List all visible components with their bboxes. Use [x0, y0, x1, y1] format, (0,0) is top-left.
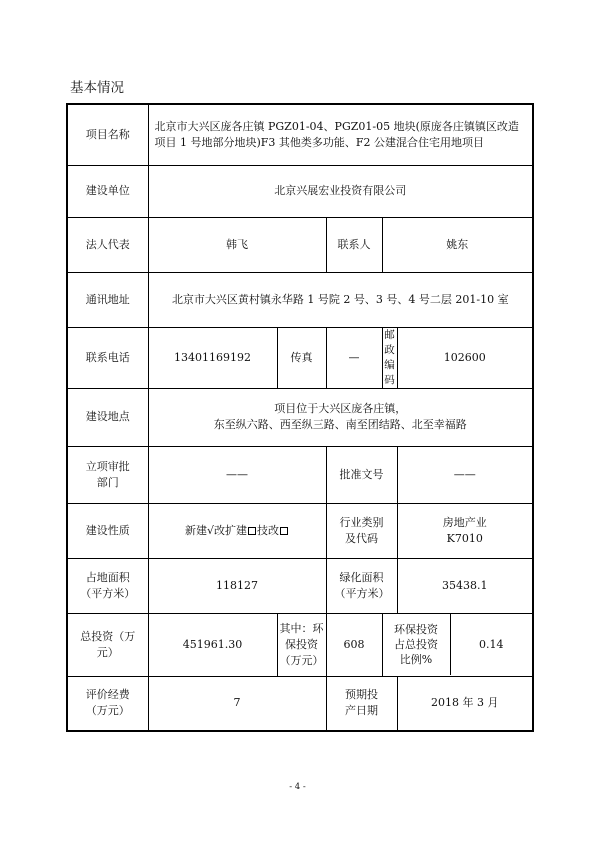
- nature-tech: 技改: [257, 523, 279, 537]
- production-date-value: 2018 年 3 月: [397, 676, 533, 731]
- site-label: 建设地点: [67, 388, 148, 446]
- approval-dept-label: 立项审批部门: [67, 446, 148, 503]
- postcode-value: 102600: [397, 327, 533, 388]
- fee-label: 评价经费（万元）: [67, 676, 148, 731]
- approval-doc-label: 批准文号: [326, 446, 397, 503]
- section-title: 基本情况: [70, 80, 124, 96]
- construction-unit-value: 北京兴展宏业投资有限公司: [148, 165, 533, 217]
- row-address: [67, 272, 533, 327]
- project-name-value: 北京市大兴区庞各庄镇 PGZ01-04、PGZ01-05 地块(原庞各庄镇镇区改造项目 1 号地部分地块)F3 其他类多功能、F2 公建混合住宅用地项目: [148, 104, 533, 165]
- expand-checkbox-icon: [248, 527, 256, 535]
- nature-options: [148, 503, 326, 558]
- postcode-label: 邮政编码: [382, 327, 397, 388]
- row-area: [67, 558, 533, 613]
- address-value: 北京市大兴区黄村镇永华路 1 号院 2 号、3 号、4 号二层 201-10 室: [148, 272, 533, 327]
- tech-checkbox-icon: [280, 527, 288, 535]
- env-ratio-value: 0.14: [479, 637, 504, 651]
- project-name-label: 项目名称: [67, 104, 148, 165]
- site-value: [148, 388, 533, 446]
- contact-value: 姚东: [382, 217, 533, 272]
- industry-name: 房地产业: [442, 515, 487, 529]
- nature-new: 新建: [184, 523, 207, 537]
- nature-new-check: √: [206, 523, 214, 537]
- row-approval: [67, 446, 533, 503]
- area-value: 118127: [148, 558, 326, 613]
- nature-label: 建设性质: [67, 503, 148, 558]
- row-investment: [67, 613, 533, 676]
- industry-label: 行业类别及代码: [326, 503, 397, 558]
- row-construction-unit: [67, 165, 533, 217]
- legal-rep-value: 韩飞: [148, 217, 326, 272]
- legal-rep-label: 法人代表: [67, 217, 148, 272]
- page-number: - 4 -: [289, 782, 306, 792]
- fax-value: —: [326, 327, 382, 388]
- env-investment-label: 其中：环保投资（万元）: [277, 613, 326, 676]
- phone-label: 联系电话: [67, 327, 148, 388]
- basic-info-table: [66, 103, 534, 732]
- phone-value: 13401169192: [148, 327, 277, 388]
- row-legal-rep: [67, 217, 533, 272]
- nature-expand: 改扩建: [214, 523, 247, 537]
- total-investment-label: 总投资（万元）: [67, 613, 148, 676]
- approval-doc-value: ——: [397, 446, 533, 503]
- env-ratio-label: 环保投资占总投资比例%: [383, 614, 451, 675]
- site-line-2: 东至纵六路、西至纵三路、南至团结路、北至幸福路: [213, 418, 467, 431]
- green-area-value: 35438.1: [397, 558, 533, 613]
- green-area-label: 绿化面积（平方米）: [326, 558, 397, 613]
- total-investment-value: 451961.30: [148, 613, 277, 676]
- construction-unit-label: 建设单位: [67, 165, 148, 217]
- row-fee: [67, 676, 533, 731]
- site-line-1: 项目位于大兴区庞各庄镇，: [274, 402, 407, 415]
- env-ratio-cell: [382, 613, 533, 676]
- row-project-name: [67, 104, 533, 165]
- approval-dept-value: ——: [148, 446, 326, 503]
- fee-value: 7: [148, 676, 326, 731]
- env-investment-value: 608: [326, 613, 382, 676]
- area-label: 占地面积（平方米）: [67, 558, 148, 613]
- row-phone: [67, 327, 533, 388]
- fax-label: 传真: [277, 327, 326, 388]
- industry-value: [397, 503, 533, 558]
- row-nature: [67, 503, 533, 558]
- address-label: 通讯地址: [67, 272, 148, 327]
- industry-code: K7010: [446, 531, 483, 545]
- production-date-label: 预期投产日期: [326, 676, 397, 731]
- contact-label: 联系人: [326, 217, 382, 272]
- row-site: [67, 388, 533, 446]
